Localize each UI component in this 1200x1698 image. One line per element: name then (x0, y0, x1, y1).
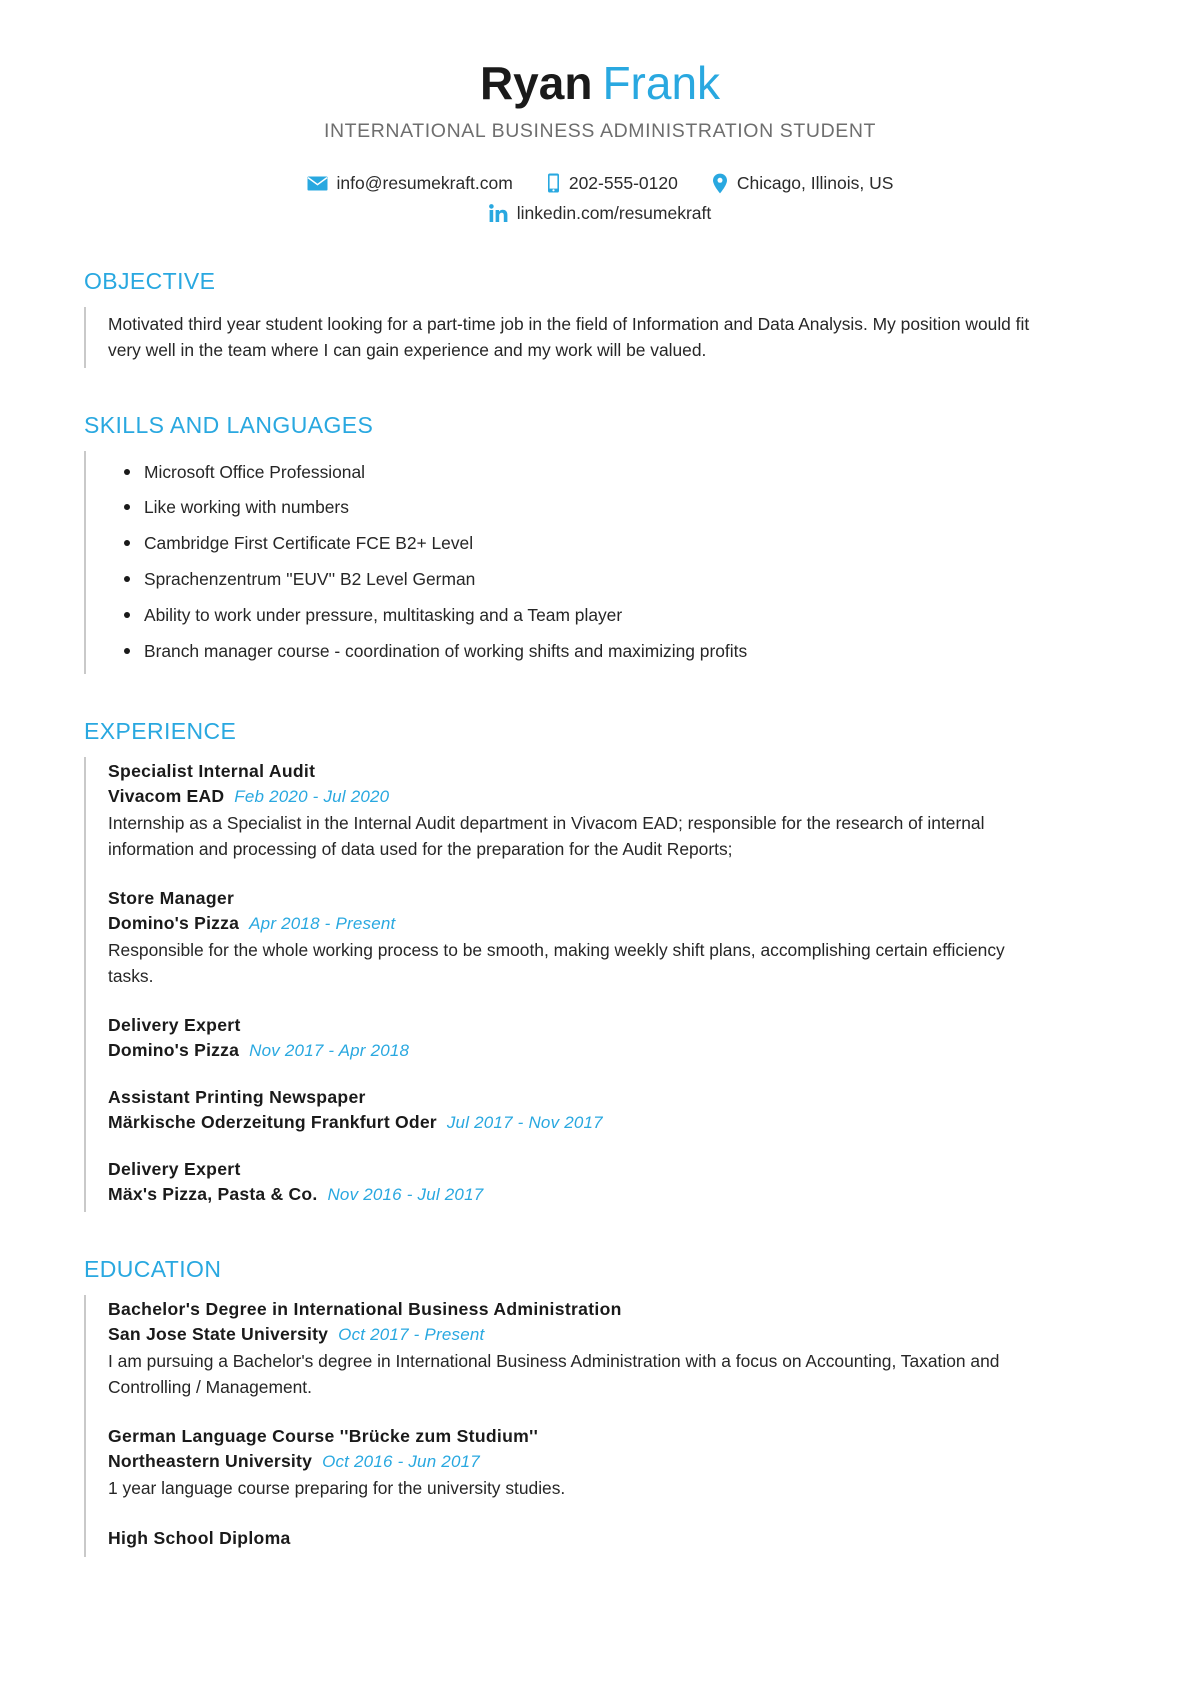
job-description: Internship as a Specialist in the Internal Audit department in Vivacom EAD; responsible for the research of internal information and processing of data used for the preparation for the Audit Reports; (108, 812, 985, 859)
list-item: Microsoft Office Professional (144, 455, 1116, 491)
education-school: Northeastern University (108, 1451, 313, 1472)
job-company: Vivacom EAD (108, 785, 225, 806)
candidate-name (84, 58, 1116, 109)
job-description: Responsible for the whole working process to be smooth, making weekly shift plans, accomplishing certain efficiency tasks. (108, 939, 1005, 987)
job-org-line (108, 786, 1116, 807)
job-role: Assistant Printing Newspaper (108, 1087, 366, 1108)
contact-location-value: Chicago, Illinois, US (736, 172, 894, 193)
section-body-experience (84, 757, 1116, 1212)
professional-headline: INTERNATIONAL BUSINESS ADMINISTRATION STUDENT (323, 119, 877, 142)
experience-entry (108, 888, 1116, 989)
experience-entry (108, 1087, 1116, 1133)
section-title-experience: EXPERIENCE (84, 717, 237, 744)
education-degree: High School Diploma (108, 1527, 291, 1548)
job-role: Delivery Expert (108, 1159, 241, 1180)
section-objective (84, 268, 1116, 368)
experience-entry (108, 761, 1116, 862)
section-body-skills (84, 451, 1116, 674)
education-entry (108, 1299, 1116, 1400)
contact-email-value: info@resumekraft.com (336, 172, 513, 193)
job-company: Domino's Pizza (108, 912, 240, 933)
job-org-line (108, 1112, 1116, 1133)
objective-text: Motivated third year student looking for a part-time job in the field of Information and Data Analysis. My position would fit very well in the team where I can gain experience and my work will be valued. (108, 313, 1030, 361)
contact-location (712, 173, 894, 194)
job-company: Domino's Pizza (108, 1040, 240, 1061)
experience-entry (108, 1159, 1116, 1205)
section-experience (84, 718, 1116, 1212)
job-role: Store Manager (108, 887, 235, 908)
job-dates: Nov 2017 - Apr 2018 (249, 1041, 410, 1061)
job-dates: Apr 2018 - Present (249, 913, 396, 933)
section-education (84, 1256, 1116, 1556)
list-item: Branch manager course - coordination of working shifts and maximizing profits (144, 634, 1116, 670)
contact-linkedin[interactable] (489, 203, 712, 224)
job-org-line (108, 1040, 1116, 1061)
education-entry (108, 1528, 1116, 1549)
contact-row-social (84, 203, 1116, 224)
education-dates: Oct 2017 - Present (338, 1325, 485, 1345)
job-dates: Nov 2016 - Jul 2017 (327, 1185, 484, 1205)
section-title-objective: OBJECTIVE (84, 267, 216, 294)
last-name: Frank (602, 57, 721, 109)
section-body-education (84, 1295, 1116, 1556)
education-entry (108, 1426, 1116, 1501)
resume-header (84, 44, 1116, 224)
list-item: Ability to work under pressure, multitasking and a Team player (144, 598, 1116, 634)
job-role: Specialist Internal Audit (108, 760, 316, 781)
section-title-skills: SKILLS AND LANGUAGES (84, 411, 374, 438)
job-org-line (108, 1184, 1116, 1205)
contact-row-primary (84, 173, 1116, 194)
education-description: 1 year language course preparing for the university studies. (108, 1478, 566, 1499)
skills-list (108, 455, 1116, 670)
education-school: San Jose State University (108, 1324, 329, 1345)
job-org-line (108, 913, 1116, 934)
section-skills (84, 412, 1116, 674)
education-dates: Oct 2016 - Jun 2017 (322, 1452, 480, 1472)
education-degree: Bachelor's Degree in International Business Administration (108, 1299, 622, 1320)
job-dates: Feb 2020 - Jul 2020 (234, 786, 390, 806)
contact-phone-value: 202-555-0120 (568, 172, 678, 193)
list-item: Like working with numbers (144, 490, 1116, 526)
list-item: Cambridge First Certificate FCE B2+ Level (144, 526, 1116, 562)
job-company: Märkische Oderzeitung Frankfurt Oder (108, 1112, 437, 1133)
experience-entry (108, 1015, 1116, 1061)
job-company: Mäx's Pizza, Pasta & Co. (108, 1184, 318, 1205)
location-pin-icon (712, 173, 728, 194)
contact-email[interactable] (307, 173, 513, 194)
contact-phone[interactable] (547, 173, 678, 194)
mobile-phone-icon (547, 173, 560, 193)
section-title-education: EDUCATION (84, 1256, 222, 1283)
education-degree: German Language Course ''Brücke zum Studium'' (108, 1426, 539, 1447)
education-description: I am pursuing a Bachelor's degree in International Business Administration with a focus on Accounting, Taxation and Controlling / Management. (108, 1351, 1000, 1398)
education-school-line (108, 1324, 1116, 1345)
contact-linkedin-value: linkedin.com/resumekraft (516, 202, 712, 223)
linkedin-icon (489, 204, 508, 223)
first-name: Ryan (479, 57, 593, 109)
job-role: Delivery Expert (108, 1015, 241, 1036)
envelope-icon (307, 176, 328, 191)
list-item: Sprachenzentrum ''EUV'' B2 Level German (144, 562, 1116, 598)
education-school-line (108, 1451, 1116, 1472)
job-dates: Jul 2017 - Nov 2017 (446, 1113, 603, 1133)
section-body-objective (84, 307, 1116, 368)
